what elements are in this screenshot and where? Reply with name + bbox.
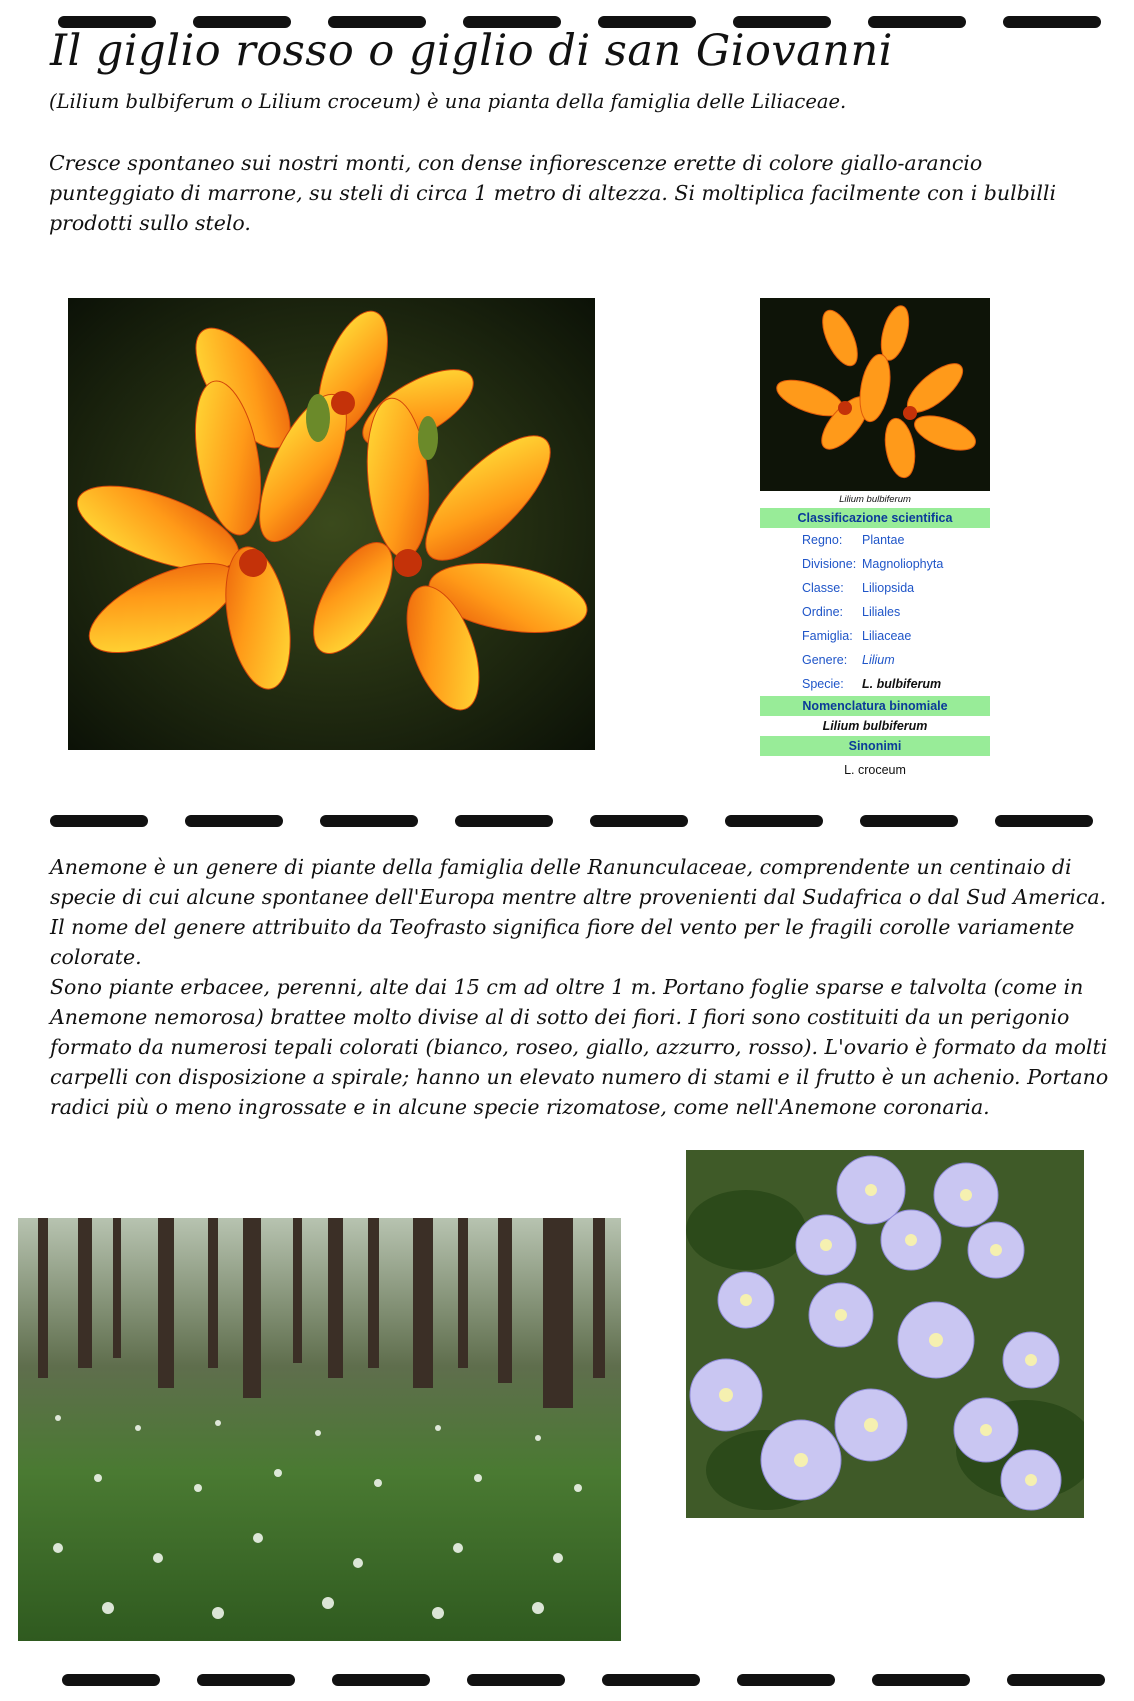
dash-divider-middle: [50, 815, 1100, 829]
taxonomy-row: [760, 648, 990, 672]
lily-description: Cresce spontaneo sui nostri monti, con dense infiorescenze erette di colore giallo-arancio punteggiato di marrone, su steli di circa 1 metro di altezza. Si moltiplica facilmente con i bulbilli prodotti sullo stelo.: [49, 151, 1057, 235]
anemone-blue-photo: [686, 1150, 1084, 1518]
anemone-description: [50, 852, 1130, 1122]
row-value[interactable]: Magnoliophyta: [862, 557, 944, 571]
subtitle: (Lilium bulbiferum o Lilium croceum) è una pianta della famiglia delle Liliaceae.: [49, 90, 847, 113]
lily-photo: [68, 298, 595, 750]
binomial-name: Lilium bulbiferum: [822, 719, 928, 733]
anemone-paragraph: Sono piante erbacee, perenni, alte dai 15 cm ad oltre 1 m. Portano foglie sparse e talvolta (come in Anemone nemorosa) brattee molto divise al di sotto dei fiori. I fiori sono costituiti da un perigonio formato da numerosi tepali colorati (bianco, roseo, giallo, azzurro, rosso). L'ovario è formato da molti carpelli con disposizione a spirale; hanno un elevato numero di stami e il frutto è un achenio. Portano radici più o meno ingrossate e in alcune specie rizomatose, come nell'Anemone coronaria.: [50, 975, 1109, 1119]
taxonomy-row: [760, 528, 990, 552]
row-value[interactable]: Plantae: [862, 533, 905, 547]
image-caption: Lilium bulbiferum: [839, 494, 911, 505]
taxonomy-row: [760, 624, 990, 648]
binomial-header: Nomenclatura binomiale: [760, 696, 990, 716]
row-value: L. bulbiferum: [862, 677, 942, 691]
row-key: Genere:: [802, 653, 848, 667]
taxonomy-row: [760, 576, 990, 600]
anemone-forest-photo: [18, 1218, 621, 1641]
synonyms-header: Sinonimi: [760, 736, 990, 756]
row-key: Regno:: [802, 533, 843, 547]
row-key: Ordine:: [802, 605, 843, 619]
classification-header: Classificazione scientifica: [760, 508, 990, 528]
row-key: Famiglia:: [802, 629, 853, 643]
taxonomy-row: [760, 552, 990, 576]
lily-thumbnail: [760, 298, 990, 491]
row-value[interactable]: Lilium: [862, 653, 895, 667]
row-value[interactable]: Liliales: [862, 605, 901, 619]
row-key: Divisione:: [802, 557, 857, 571]
anemone-paragraph: Il nome del genere attribuito da Teofrasto significa fiore del vento per le fragili corolle variamente colorate.: [50, 915, 1075, 969]
page-title: Il giglio rosso o giglio di san Giovanni: [50, 26, 893, 76]
dash-divider-bottom: [62, 1674, 1112, 1688]
taxonomy-row: [760, 600, 990, 624]
row-value[interactable]: Liliaceae: [862, 629, 912, 643]
synonym: L. croceum: [844, 763, 906, 777]
row-key: Classe:: [802, 581, 844, 595]
anemone-paragraph: Anemone è un genere di piante della famiglia delle Ranunculaceae, comprendente un centinaio di specie di cui alcune spontanee dell'Europa mentre altre provenienti dal Sudafrica o dal Sud America.: [50, 855, 1107, 909]
taxonomy-infobox: [760, 298, 990, 780]
row-value[interactable]: Liliopsida: [862, 581, 915, 595]
row-key: Specie:: [802, 677, 844, 691]
taxonomy-row: [760, 672, 990, 696]
